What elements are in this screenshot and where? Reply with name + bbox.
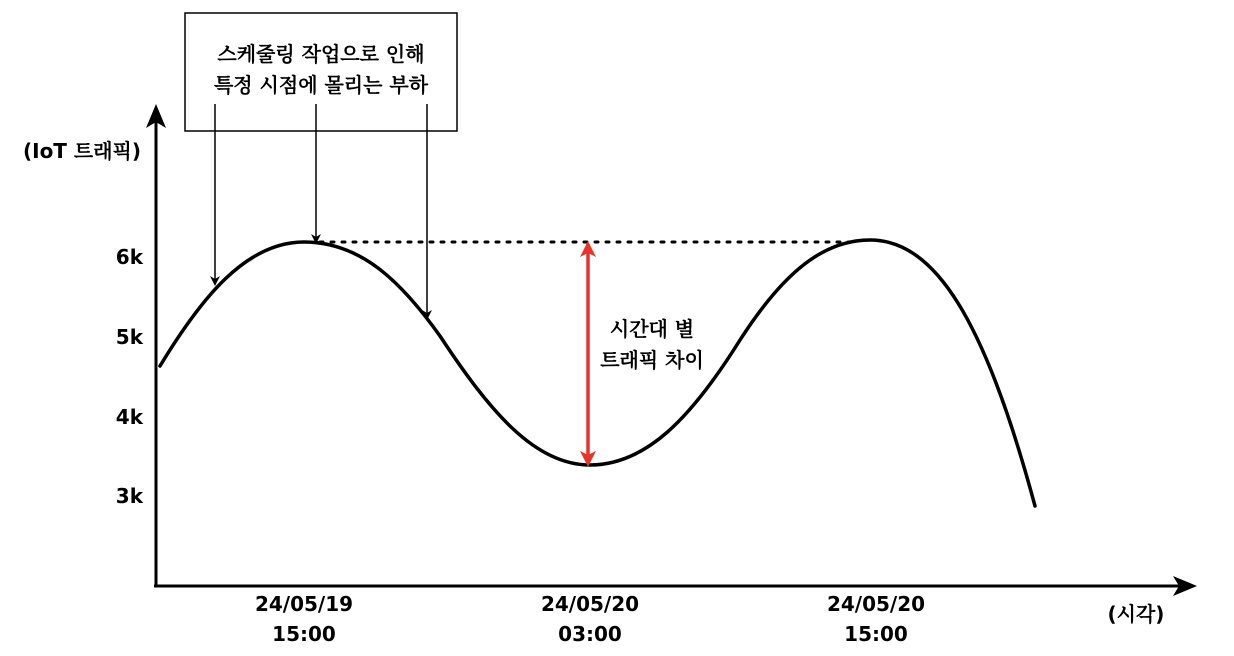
x-tick-date: 24/05/20 [826,592,926,616]
x-tick-time: 15:00 [272,622,336,646]
difference-label-line1: 시간대 별 [609,317,695,341]
x-tick-time: 15:00 [844,622,908,646]
x-tick-date: 24/05/20 [540,592,640,616]
y-tick-label: 5k [115,325,143,349]
callout-text-line1: 스케줄링 작업으로 인해 [217,42,425,66]
y-axis-label: (IoT 트래픽) [22,139,142,163]
callout-box [185,13,457,131]
x-tick-date: 24/05/19 [254,592,354,616]
y-tick-label: 4k [115,405,143,429]
callout-text-line2: 특정 시점에 몰리는 부하 [213,73,429,97]
y-tick-label: 6k [115,245,143,269]
difference-label-line2: 트래픽 차이 [600,348,704,372]
traffic-curve [160,240,1035,506]
y-tick-label: 3k [115,484,143,508]
x-axis-label: (시각) [1107,602,1165,626]
x-tick-time: 03:00 [558,622,622,646]
